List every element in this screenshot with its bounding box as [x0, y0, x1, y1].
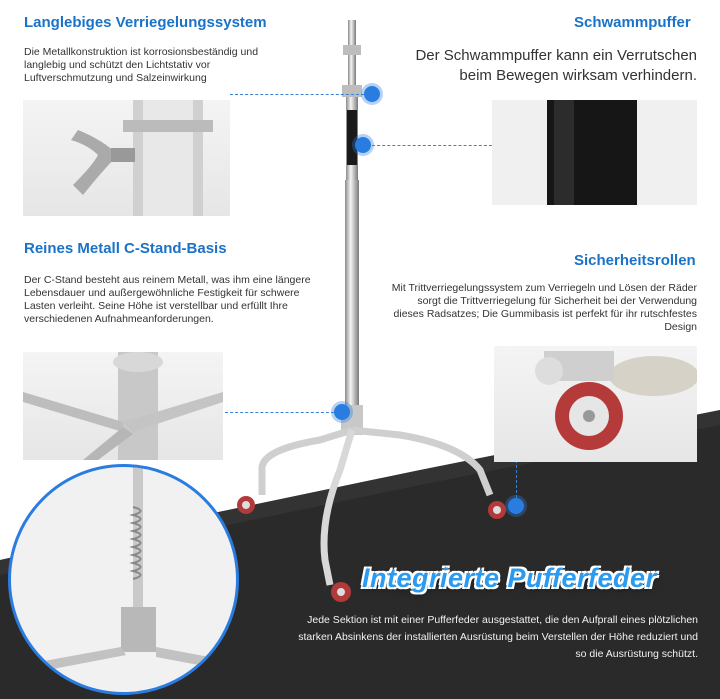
wheels-line: Mit Trittverriegelungssystem zum Verriegeln und Lösen der Räder: [391, 282, 697, 294]
wheels-line: dieses Radsatzes; Die Gummibasis ist perfekt für ihr rutschfestes: [393, 308, 697, 320]
base-highlight-dot: [334, 404, 350, 420]
base-line: verschiedenen Aufnahmeanforderungen.: [24, 313, 214, 325]
spring-line: Jede Sektion ist mit einer Pufferfeder ausgestattet, die den Aufprall eines plötzlichen: [307, 614, 698, 626]
base-detail-image: [23, 352, 223, 460]
spring-line: so die Ausrüstung schützt.: [575, 648, 698, 660]
wheel-highlight-dot: [508, 498, 524, 514]
lock-detail-image: [23, 100, 230, 216]
spring-line: starken Absinkens der installierten Ausrüstung beim Verstellen der Höhe reduziert und: [298, 631, 698, 643]
sponge-title: Schwammpuffer: [574, 14, 691, 31]
base-description: [24, 274, 344, 326]
spring-detail-image: [8, 464, 239, 695]
connector-base: [225, 412, 334, 413]
base-title: Reines Metall C-Stand-Basis: [24, 240, 227, 257]
sponge-line: beim Bewegen wirksam verhindern.: [459, 67, 697, 84]
sponge-line: Der Schwammpuffer kann ein Verrutschen: [415, 47, 697, 64]
sponge-description: [380, 46, 697, 86]
wheels-line: Design: [664, 321, 697, 333]
lock-description: [24, 46, 304, 85]
lock-line: Luftverschmutzung und Salzeinwirkung: [24, 72, 207, 84]
spring-title: Integrierte Pufferfeder: [362, 563, 657, 593]
lock-highlight-dot: [364, 86, 380, 102]
connector-sponge: [372, 145, 492, 146]
wheels-title: Sicherheitsrollen: [574, 252, 696, 269]
wheels-line: sorgt die Trittverriegelung für Sicherheit bei der Verwendung: [417, 295, 697, 307]
base-line: Lebensdauer und außergewöhnliche Festigkeit für schwere: [24, 287, 300, 299]
lock-title: Langlebiges Verriegelungssystem: [24, 14, 267, 31]
sponge-detail-image: [492, 100, 697, 205]
lock-line: langlebig und schützt den Lichtstativ vor: [24, 59, 211, 71]
base-line: Der C-Stand besteht aus reinem Metall, was ihm eine längere: [24, 274, 311, 286]
connector-lock: [230, 94, 364, 95]
wheels-description: [355, 282, 697, 334]
lock-line: Die Metallkonstruktion ist korrosionsbeständig und: [24, 46, 259, 58]
wheels-detail-image: [494, 346, 697, 462]
base-line: Lasten verleiht. Seine Höhe ist verstellbar und erfüllt Ihre: [24, 300, 288, 312]
spring-description: [248, 612, 698, 663]
sponge-highlight-dot: [355, 137, 371, 153]
